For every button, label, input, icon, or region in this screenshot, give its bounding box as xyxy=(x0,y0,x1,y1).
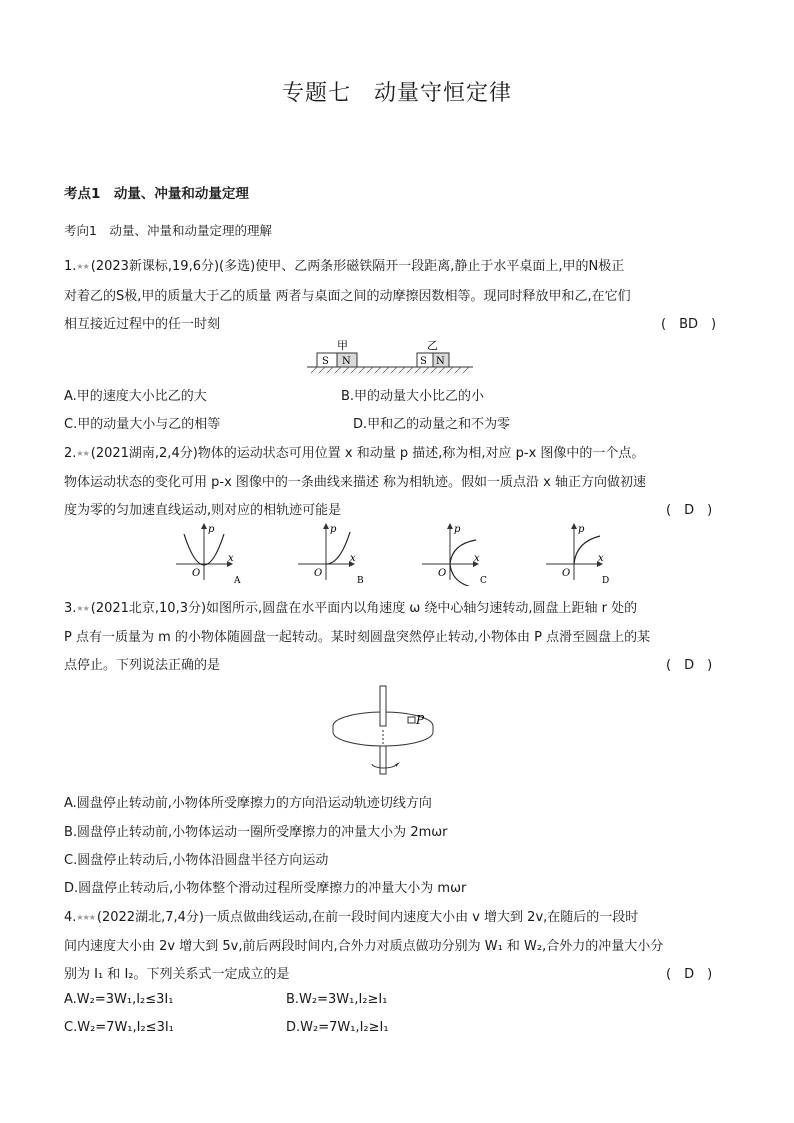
q3-option-a: A.圆盘停止转动前,小物体所受摩擦力的方向沿运动轨迹切线方向 xyxy=(64,796,432,811)
q2-text-1: (2021湖南,2,4分)物体的运动状态可用位置 x 和动量 p 描述,称为相,对应 p-x 图像中的一个点。 xyxy=(90,446,645,461)
graph-c xyxy=(422,524,487,586)
q1-line1 xyxy=(64,255,624,274)
q1-text-1: (2023新课标,19,6分)(多选)使甲、乙两条形磁铁隔开一段距离,静止于水平桌面上,甲的N极正 xyxy=(90,259,625,274)
q3-line3: 点停止。下列说法正确的是 xyxy=(64,658,221,673)
curve-d xyxy=(574,536,600,564)
difficulty-stars-icon: ★★ xyxy=(76,262,89,271)
q3-option-c: C.圆盘停止转动后,小物体沿圆盘半径方向运动 xyxy=(64,853,329,868)
svg-text:p: p xyxy=(578,524,585,535)
phase-graphs-figure xyxy=(170,522,618,586)
q4-line1 xyxy=(64,906,638,925)
q3-line2: P 点有一质量为 m 的小物体随圆盘一起转动。某时刻圆盘突然停止转动,小物体由 P 点滑至圆盘上的某 xyxy=(64,630,651,645)
svg-text:x: x xyxy=(598,553,604,564)
q4-option-b: B.W₂=3W₁,I₂≥I₁ xyxy=(286,992,388,1007)
table-hatching xyxy=(311,367,469,373)
graph-a xyxy=(176,524,241,586)
svg-text:x: x xyxy=(350,553,356,564)
q4-option-a: A.W₂=3W₁,I₂≤3I₁ xyxy=(64,992,174,1007)
q1-option-c: C.甲的动量大小与乙的相等 xyxy=(64,417,221,432)
svg-text:O: O xyxy=(438,568,447,579)
pole-n-jia: N xyxy=(342,356,351,367)
difficulty-stars-icon: ★★ xyxy=(76,604,89,613)
q4-line2: 间内速度大小由 2v 增大到 5v,前后两段时间内,合外力对质点做功分别为 W₁ 和 W₂,合外力的冲量大小分 xyxy=(64,939,664,954)
pole-s-jia: S xyxy=(322,356,329,367)
q3-line1 xyxy=(64,597,637,616)
q4-number: 4. xyxy=(64,910,77,925)
magnets-figure xyxy=(305,337,475,375)
q1-answer: ( BD ) xyxy=(661,317,717,332)
q1-line3: 相互接近过程中的任一时刻 xyxy=(64,317,221,332)
svg-text:B: B xyxy=(357,576,364,586)
q1-option-b: B.甲的动量大小比乙的小 xyxy=(341,389,485,404)
q2-answer: ( D ) xyxy=(666,503,713,518)
q4-answer: ( D ) xyxy=(666,967,713,982)
q2-line2: 物体运动状态的变化可用 p-x 图像中的一条曲线来描述 称为相轨迹。假如一质点沿 x 轴正方向做初速 xyxy=(64,475,646,490)
label-p: P xyxy=(416,713,425,727)
q2-line3: 度为零的匀加速直线运动,则对应的相轨迹可能是 xyxy=(64,503,342,518)
svg-text:C: C xyxy=(480,576,487,586)
q4-option-c: C.W₂=7W₁,I₂≤3I₁ xyxy=(64,1020,174,1035)
svg-text:x: x xyxy=(228,553,234,564)
q3-option-b: B.圆盘停止转动前,小物体运动一圈所受摩擦力的冲量大小为 2mωr xyxy=(64,825,448,840)
graph-d xyxy=(546,524,609,586)
difficulty-stars-icon: ★★★ xyxy=(76,913,95,922)
q1-number: 1. xyxy=(64,259,77,274)
q4-option-d: D.W₂=7W₁,I₂≥I₁ xyxy=(286,1020,389,1035)
page-title: 专题七 动量守恒定律 xyxy=(281,81,512,106)
q3-number: 3. xyxy=(64,601,77,616)
subsection-heading: 考向1 动量、冲量和动量定理的理解 xyxy=(64,223,272,238)
svg-text:A: A xyxy=(234,576,241,586)
pole-s-yi: S xyxy=(420,356,427,367)
svg-text:O: O xyxy=(192,568,201,579)
svg-text:D: D xyxy=(602,576,610,586)
graph-b xyxy=(298,524,364,586)
rotating-disk-figure xyxy=(330,684,464,782)
q3-answer: ( D ) xyxy=(666,658,713,673)
q2-line1 xyxy=(64,442,644,461)
q4-text-1: (2022湖北,7,4分)一质点做曲线运动,在前一段时间内速度大小由 v 增大到 2v,在随后的一段时 xyxy=(96,910,639,925)
q1-option-d: D.甲和乙的动量之和不为零 xyxy=(353,417,511,432)
svg-text:x: x xyxy=(474,553,480,564)
svg-text:p: p xyxy=(330,524,337,535)
pole-n-yi: N xyxy=(436,356,445,367)
shaft-upper xyxy=(380,686,386,726)
q4-line3: 别为 I₁ 和 I₂。下列关系式一定成立的是 xyxy=(64,967,290,982)
section-heading: 考点1 动量、冲量和动量定理 xyxy=(64,186,249,202)
q2-number: 2. xyxy=(64,446,77,461)
svg-text:O: O xyxy=(314,568,323,579)
q3-text-1: (2021北京,10,3分)如图所示,圆盘在水平面内以角速度 ω 绕中心轴匀速转动,圆盘上距轴 r 处的 xyxy=(90,601,638,616)
q1-option-a: A.甲的速度大小比乙的大 xyxy=(64,389,207,404)
curve-c xyxy=(450,540,476,586)
svg-text:p: p xyxy=(208,524,215,535)
q3-option-d: D.圆盘停止转动后,小物体整个滑动过程所受摩擦力的冲量大小为 mωr xyxy=(64,881,467,896)
q1-line2: 对着乙的S极,甲的质量大于乙的质量 两者与桌面之间的动摩擦因数相等。现同时释放甲和乙,在它们 xyxy=(64,289,631,304)
svg-text:O: O xyxy=(562,568,571,579)
label-yi: 乙 xyxy=(427,339,438,352)
curve-b xyxy=(326,532,350,564)
small-object xyxy=(408,717,415,723)
difficulty-stars-icon: ★★ xyxy=(76,449,89,458)
svg-text:p: p xyxy=(454,524,461,535)
label-jia: 甲 xyxy=(337,339,348,352)
